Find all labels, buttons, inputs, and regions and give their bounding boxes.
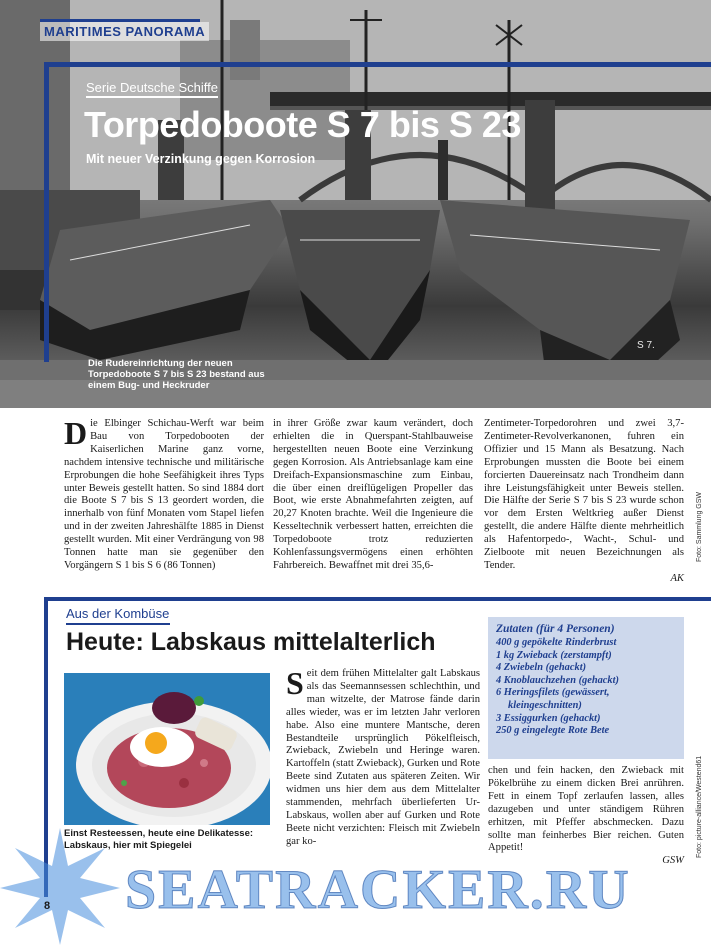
ingredient-item: 4 Zwiebeln (gehackt) <box>496 662 587 674</box>
recipe-signature: GSW <box>662 855 684 867</box>
ingredient-item: 6 Heringsfilets (gewässert, <box>496 687 610 699</box>
recipe-title: Heute: Labskaus mittelalterlich <box>66 628 436 656</box>
photo-credit: Foto: Sammlung GSW <box>696 491 703 562</box>
section-header: MARITIMES PANORAMA <box>40 22 209 41</box>
recipe-column-1 <box>286 665 480 849</box>
article-signature: AK <box>670 572 684 584</box>
recipe-column-2 <box>488 765 684 868</box>
article-text-2: in ihrer Größe zwar kaum verändert, doch erhielten die in Querspant-Stahlbauweise hergestellten neuen Boote eine Verzinkung gegen Korrosion. Als Antriebsanlage kam eine Dreifach-Expansionsmaschine zum Einbau, die über einen dreiflügeligen Propeller das Boot, wie erste Abnahmefahrten zeigten, auf 20,27 Knoten brachte. Weil die Ingenieure die Kesseltechnik verbessert hatten, erreichten die Torpedoboote trotz reduzierten Kohlenfassungsvermögens einen erhöhten Fahrbereich. Bewaffnet mit drei 35,6- <box>273 418 473 571</box>
dropcap: D <box>64 415 88 451</box>
article-title: Torpedoboote S 7 bis S 23 <box>84 104 521 145</box>
article-text-1: ie Elbinger Schichau-Werft war beim Bau von Torpedobooten der Kaiserlichen Marine ganz vorne, nachdem intensive technische und militärische Erprobungen die hohe Seefähigkeit ihres Typs unter Beweis gestellt hatten. So sind 1884 dort die Boote S 7 bis S 13 geordert worden, die innerhalb von fünf Monaten vom Stapel liefen und in der zweiten Jahreshälfte 1885 in Dienst gestellt wurden. Mit einer Verdrängung von 98 Tonnen hatte man sie gegenüber den Vorgängern S 1 bis S 6 (86 Tonnen) <box>64 418 264 571</box>
labskaus-photo <box>64 673 270 825</box>
ingredient-item: 400 g gepökelte Rinderbrust <box>496 637 617 648</box>
frame-line-top <box>44 62 711 67</box>
recipe-text-1: eit dem frühen Mittelalter galt Labskaus als das Seemannsessen schlechthin, und man witzelte, der Matrose fände darin alles wieder, was er im letzten Jahr verloren habe. Also eine muntere Mantsche, deren Bestandteile ursprünglich Pökelfleisch, Zwieback, Zwiebeln und Heringe waren. Kartoffeln (statt Zwieback), Gurken und Rote Beete sind Zutaten aus späteren Zeiten. Wir widmen uns hier dem aus dem Mittelalter stammenden, mehrfach überlieferten Ur-Labskaus, wollen aber auf Gurken und Rote Beete nicht verzichten: Fleisch mit Zwiebeln gar ko- <box>286 668 480 847</box>
ingredient-item: 3 Essiggurken (gehackt) <box>496 712 601 724</box>
kombuese-underline <box>66 623 170 625</box>
series-label: Serie Deutsche Schiffe <box>86 80 218 95</box>
food-photo-credit: Foto: picture-alliance/Westend61 <box>696 755 703 858</box>
kombuese-label: Aus der Kombüse <box>66 606 170 621</box>
ingredient-item: 250 g eingelegte Rote Bete <box>496 725 610 737</box>
ingredient-item: 4 Knoblauchzehen (gehackt) <box>496 674 619 686</box>
frame-line-left <box>44 62 49 362</box>
food-caption: Einst Resteessen, heute eine Delikatesse: Labskaus, hier mit Spiegelei <box>64 828 254 851</box>
series-underline <box>86 96 218 98</box>
article-subtitle: Mit neuer Verzinkung gegen Korrosion <box>86 152 316 166</box>
food-illustration <box>64 673 270 825</box>
article-column-1 <box>64 415 264 573</box>
hull-marking: S 7. <box>637 340 655 351</box>
ingredients-box <box>488 617 684 759</box>
page-number: 8 <box>44 900 51 912</box>
starburst-icon <box>0 828 120 945</box>
photo-caption: Die Rudereinrichtung der neuen Torpedoboote S 7 bis S 23 bestand aus einem Bug- und Heckruder <box>88 358 265 391</box>
watermark: SEATRACKER.RU <box>125 859 631 921</box>
section-divider <box>44 597 711 601</box>
ingredient-item: 1 kg Zwieback (zerstampft) <box>496 649 612 661</box>
recipe-dropcap: S <box>286 665 304 701</box>
article-column-2 <box>273 418 473 573</box>
ingredient-item: kleingeschnitten) <box>508 699 582 711</box>
recipe-text-2: chen und fein hacken, den Zwieback mit Pökelbrühe zu einem dicken Brei anrühren. Fett in einem Topf zerlaufen lassen, alles dazugeben und unter ständigem Rühren erhitzen, mit Pfeffer abschmecken. Dazu sollte man feinherbes Bier reichen. Guten Appetit! <box>488 765 684 854</box>
ingredients-title: Zutaten (für 4 Personen) <box>496 623 615 635</box>
article-text-3: Zentimeter-Torpedorohren und zwei 3,7-Zentimeter-Revolverkanonen, fuhren ein Offizier und 15 Mann als Besatzung. Nach Erprobungen mussten die Boote bei einem forcierten Dauereinsatz nach Trondheim dann ihre Leistungsfähigkeit unter Beweis stellen. Die Hälfte der Serie S 7 bis S 23 wurde schon vor dem Ersten Weltkrieg außer Dienst gestellt, die andere Hälfte diente mehrheitlich als Hafentorpedo-, Wacht-, Schul- und Zielboote mit neuen Bezeichnungen als Tender. <box>484 418 684 571</box>
article-column-3 <box>484 418 684 586</box>
